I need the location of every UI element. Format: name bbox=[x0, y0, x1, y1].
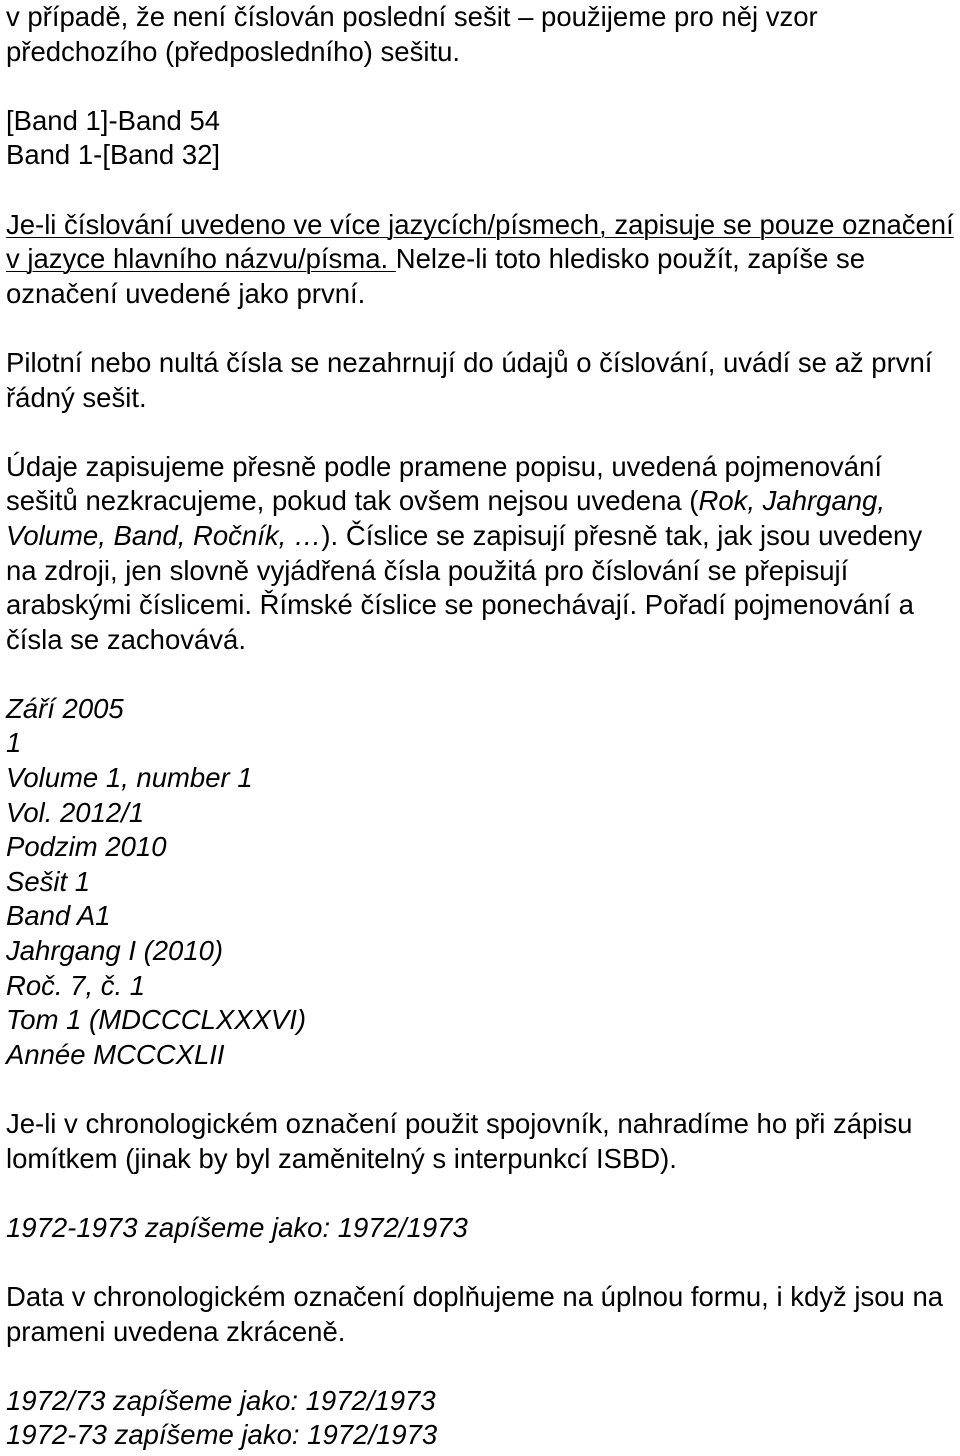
example-line: Podzim 2010 bbox=[6, 831, 167, 863]
paragraph-text: ). Číslice se zapisují přesně tak, jak jsou uvedeny na zdroji, jen slovně vyjádřená čísla použitá pro číslování se přepisují arabskými číslicemi. Římské číslice se ponechávají. Pořadí pojmenování a čísla se zachovává. bbox=[6, 519, 923, 655]
example-line: 1972-73 zapíšeme jako: 1972/1973 bbox=[6, 1419, 438, 1451]
document-page bbox=[6, 0, 956, 1453]
spacer bbox=[6, 1245, 956, 1280]
example-line: Année MCCCXLII bbox=[6, 1038, 225, 1070]
spacer bbox=[6, 173, 956, 208]
example-designation-list bbox=[6, 692, 956, 1073]
example-full-dates bbox=[6, 1384, 956, 1453]
paragraph-text: Nelze-li toto hledisko použít, zapíše se označení uvedené jako první. bbox=[6, 243, 866, 309]
example-line: Roč. 7, č. 1 bbox=[6, 969, 146, 1001]
paragraph-pilot-issues: Pilotní nebo nultá čísla se nezahrnují do údajů o číslování, uvádí se až první řádný sešit. bbox=[6, 346, 933, 413]
example-line: [Band 1]-Band 54 bbox=[6, 104, 221, 136]
example-line: Tom 1 (MDCCCLXXXVI) bbox=[6, 1004, 307, 1036]
paragraph-text: Údaje zapisujeme přesně podle pramene popisu, uvedená pojmenování sešitů nezkracujeme, pokud tak ovšem nejsou uvedena ( bbox=[6, 450, 882, 517]
spacer bbox=[6, 311, 956, 346]
example-line: Band A1 bbox=[6, 900, 111, 932]
paragraph-full-dates: Data v chronologickém označení doplňujeme na úplnou formu, i když jsou na prameni uvedena zkráceně. bbox=[6, 1280, 944, 1347]
paragraph-multilingual-numbering bbox=[6, 208, 956, 312]
example-hyphen: 1972-1973 zapíšeme jako: 1972/1973 bbox=[6, 1211, 468, 1243]
spacer bbox=[6, 69, 956, 104]
example-line: Vol. 2012/1 bbox=[6, 796, 145, 828]
spacer bbox=[6, 657, 956, 692]
example-line: 1972/73 zapíšeme jako: 1972/1973 bbox=[6, 1384, 436, 1416]
example-line: 1 bbox=[6, 727, 22, 759]
paragraph-recording-rules bbox=[6, 450, 956, 658]
example-line: Band 1-[Band 32] bbox=[6, 139, 221, 171]
spacer bbox=[6, 1176, 956, 1211]
example-line: Sešit 1 bbox=[6, 865, 91, 897]
spacer bbox=[6, 415, 956, 450]
example-line: Jahrgang I (2010) bbox=[6, 935, 224, 967]
spacer bbox=[6, 1349, 956, 1384]
example-band-list bbox=[6, 104, 956, 173]
paragraph-last-issue-note: v případě, že není číslován poslední sešit – použijeme pro něj vzor předchozího (předposledního) sešitu. bbox=[6, 1, 818, 67]
example-line: Září 2005 bbox=[6, 692, 124, 724]
italic-terms: Rok, Jahrgang, Volume, Band, Ročník, … bbox=[6, 485, 885, 551]
paragraph-hyphen-rule: Je-li v chronologickém označení použit spojovník, nahradíme ho při zápisu lomítkem (jinak by byl zaměnitelný s interpunkcí ISBD). bbox=[6, 1108, 913, 1174]
example-line: Volume 1, number 1 bbox=[6, 762, 253, 794]
underlined-text: Je-li číslování uvedeno ve více jazycích/písmech, zapisuje se pouze označení v jazyce hlavního názvu/písma. bbox=[6, 208, 954, 275]
spacer bbox=[6, 1072, 956, 1107]
